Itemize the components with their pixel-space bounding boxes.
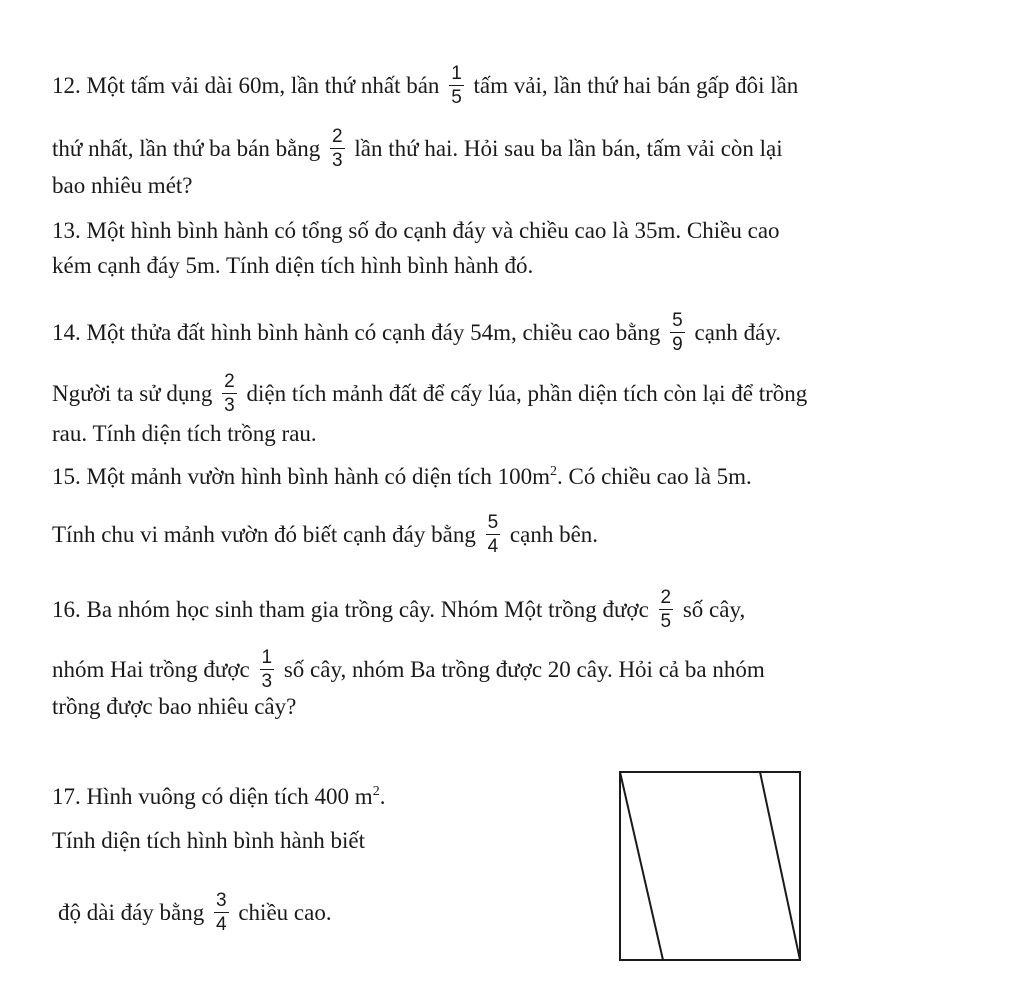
numerator: 5 (672, 310, 683, 331)
denominator: 3 (224, 395, 235, 416)
text: . (379, 784, 386, 809)
text: 12. Một tấm vải dài 60m, lần thứ nhất bán (52, 72, 440, 98)
denominator: 5 (660, 611, 672, 632)
denominator: 5 (451, 87, 462, 108)
problem-15-line-1 (52, 465, 752, 488)
text: 17. Hình vuông có diện tích 400 m (52, 784, 373, 809)
text: Người ta sử dụng (52, 380, 213, 406)
fraction (449, 64, 464, 107)
problem-14-line-2 (52, 371, 808, 417)
text: Tính chu vi mảnh vườn đó biết cạnh đáy bằng (52, 521, 476, 547)
denominator: 3 (332, 150, 343, 171)
superscript: 2 (372, 784, 380, 799)
numerator: 2 (332, 126, 343, 147)
parallelogram-right-side (760, 772, 800, 960)
text: 16. Ba nhóm học sinh tham gia trồng cây. Nhóm Một trồng được (52, 596, 649, 622)
text: nhóm Hai trồng được (52, 656, 250, 682)
denominator: 3 (261, 671, 273, 692)
problem-16-line-2 (52, 647, 765, 693)
problem-17-line-2 (52, 829, 365, 852)
text: bao nhiêu mét? (52, 173, 193, 198)
text: trồng được bao nhiêu cây? (52, 694, 297, 719)
text: . Có chiều cao là 5m. (557, 464, 752, 489)
text: số cây, nhóm Ba trồng được 20 cây. Hỏi cả ba nhóm (283, 656, 765, 682)
numerator: 1 (451, 63, 462, 84)
denominator: 4 (487, 536, 499, 557)
problem-14-line-1 (52, 310, 782, 356)
text: số cây, (682, 596, 746, 622)
problem-16-line-1 (52, 587, 746, 633)
numerator: 2 (660, 587, 672, 608)
square-parallelogram-figure (612, 764, 808, 968)
problem-13-line-2 (52, 254, 533, 277)
problem-16-line-3 (52, 695, 296, 718)
problem-13-line-1 (52, 219, 780, 242)
problem-12-line-3 (52, 174, 193, 197)
text: thứ nhất, lần thứ ba bán bằng (52, 135, 321, 161)
text: 15. Một mảnh vườn hình bình hành có diện tích 100m (52, 464, 550, 489)
text: 14. Một thửa đất hình bình hành có cạnh đáy 54m, chiều cao bằng (52, 319, 661, 345)
text: Tính diện tích hình bình hành biết (52, 828, 366, 853)
text: độ dài đáy bằng (58, 899, 205, 925)
text: cạnh bên. (509, 521, 599, 547)
fraction (260, 648, 275, 691)
text: 13. Một hình bình hành có tổng số đo cạnh đáy và chiều cao là 35m. Chiều cao (52, 218, 780, 243)
text: tấm vải, lần thứ hai bán gấp đôi lần (473, 72, 799, 98)
superscript: 2 (550, 464, 557, 479)
square-outline (620, 772, 800, 960)
problem-12-line-1 (52, 63, 799, 109)
fraction (330, 127, 345, 170)
fraction (222, 372, 237, 415)
parallelogram-left-side (620, 772, 663, 960)
denominator: 9 (672, 334, 683, 355)
text: chiều cao. (238, 899, 332, 925)
problem-17-line-3 (58, 890, 332, 936)
problem-15-line-2 (52, 512, 599, 558)
text: rau. Tính diện tích trồng rau. (52, 421, 317, 446)
fraction (486, 513, 501, 556)
fraction (214, 891, 229, 934)
problem-14-line-3 (52, 422, 317, 445)
problem-12-line-2 (52, 126, 783, 172)
text: lần thứ hai. Hỏi sau ba lần bán, tấm vải còn lại (354, 135, 783, 161)
problem-17-line-1 (52, 785, 385, 808)
numerator: 2 (224, 371, 235, 392)
numerator: 3 (216, 890, 227, 911)
fraction (670, 311, 685, 354)
numerator: 1 (261, 647, 273, 668)
text: kém cạnh đáy 5m. Tính diện tích hình bình hành đó. (52, 253, 534, 278)
text: diện tích mảnh đất để cấy lúa, phần diện tích còn lại để trồng (246, 380, 808, 406)
denominator: 4 (216, 914, 227, 935)
fraction (659, 588, 674, 631)
numerator: 5 (487, 512, 499, 533)
text: cạnh đáy. (694, 319, 782, 345)
